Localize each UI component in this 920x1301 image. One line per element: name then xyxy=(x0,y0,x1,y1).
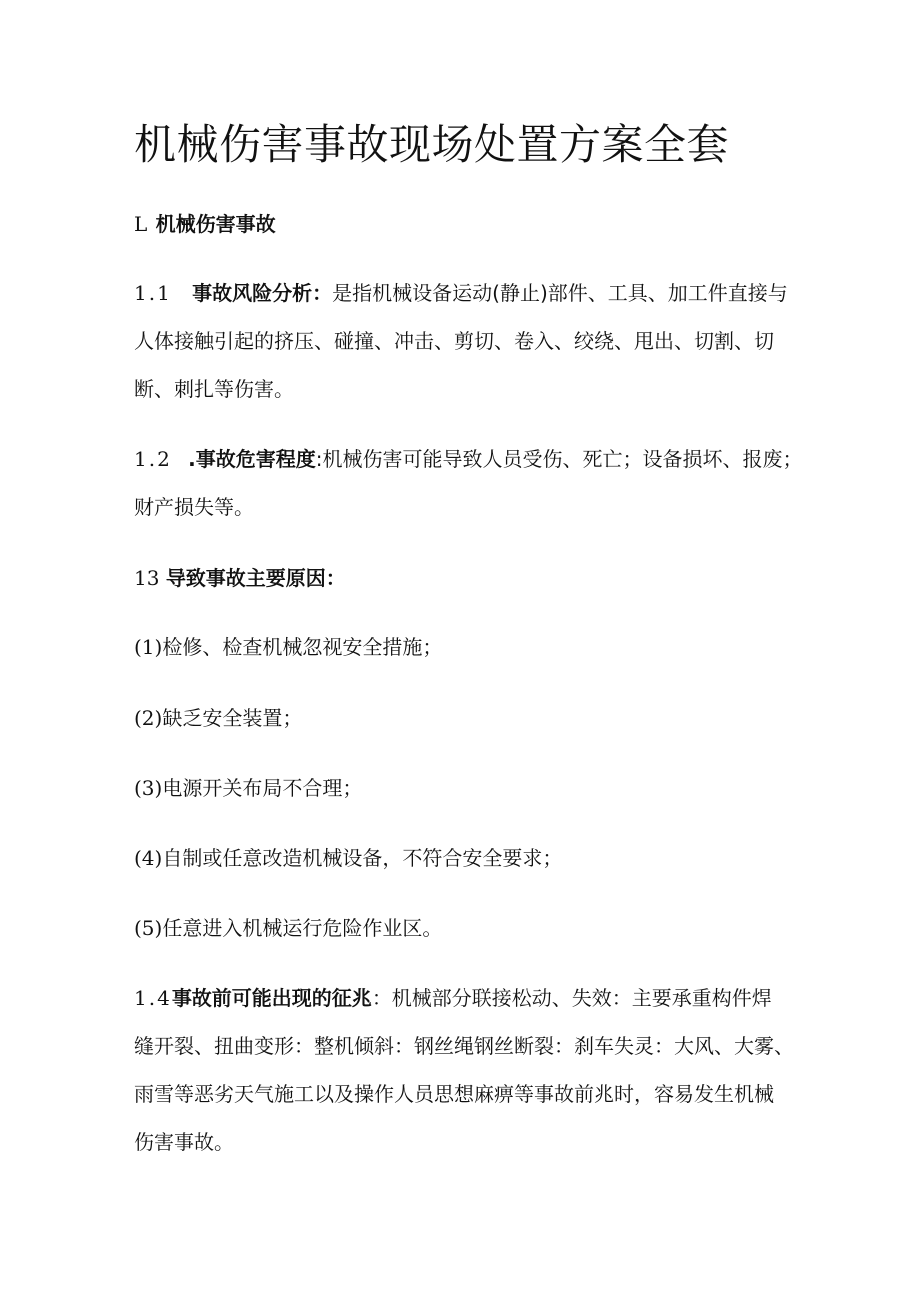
cause-item-3 xyxy=(134,778,362,798)
section-heading-1 xyxy=(134,214,276,234)
item-text: 是指机械设备运动(静止)部件、工具、加工件直接与 xyxy=(332,281,788,305)
cause-item-2 xyxy=(134,708,302,728)
paragraph-1-1-line-2: 人体接触引起的挤压、碰撞、冲击、剪切、卷入、绞绕、甩出、切割、切 xyxy=(134,329,774,353)
paragraph-1-4-line-4: 伤害事故。 xyxy=(134,1130,234,1154)
paragraph-1-4-line-3: 雨雪等恶劣天气施工以及操作人员思想麻痹等事故前兆时，容易发生机械 xyxy=(134,1082,774,1106)
cause-number: (1) xyxy=(134,635,163,659)
paragraph-1-3-heading xyxy=(134,568,346,588)
cause-item-1 xyxy=(134,637,442,657)
cause-text: 检修、检查机械忽视安全措施； xyxy=(162,635,443,659)
paragraph-1-2-line-1 xyxy=(134,449,803,469)
paragraph-1-4-line-2: 缝开裂、扭曲变形：整机倾斜：钢丝绳钢丝断裂：刹车失灵：大风、大雾、 xyxy=(134,1034,794,1058)
page-title: 机械伤害事故现场处置方案全套 xyxy=(134,120,730,169)
item-label: .事故危害程度 xyxy=(188,447,316,471)
item-number: 1.1 xyxy=(134,281,172,305)
cause-number: (3) xyxy=(134,776,163,800)
paragraph-1-1-line-1 xyxy=(134,283,788,303)
item-number: 1.4 xyxy=(134,986,172,1010)
cause-text: 缺乏安全装置； xyxy=(162,706,303,730)
item-text: :机械伤害可能导致人员受伤、死亡；设备损坏、报废； xyxy=(315,447,803,471)
paragraph-1-4-line-1 xyxy=(134,988,772,1008)
item-text: ：机械部分联接松动、失效：主要承重构件焊 xyxy=(371,986,772,1010)
cause-text: 自制或任意改造机械设备，不符合安全要求； xyxy=(162,846,563,870)
paragraph-1-2-line-2: 财产损失等。 xyxy=(134,495,254,519)
cause-number: (4) xyxy=(134,846,163,870)
cause-item-5 xyxy=(134,918,442,938)
section-number: L xyxy=(134,212,150,236)
item-label: 导致事故主要原因： xyxy=(165,566,346,590)
paragraph-1-1-line-3: 断、刺扎等伤害。 xyxy=(134,377,294,401)
item-label: 事故风险分析： xyxy=(192,281,333,305)
cause-item-4 xyxy=(134,848,562,868)
cause-number: (2) xyxy=(134,706,163,730)
item-label: 事故前可能出现的征兆 xyxy=(171,986,372,1010)
item-number: 13 xyxy=(134,566,160,590)
cause-number: (5) xyxy=(134,916,163,940)
section-title: 机械伤害事故 xyxy=(155,212,276,236)
item-number: 1.2 xyxy=(134,447,172,471)
cause-text: 电源开关布局不合理； xyxy=(162,776,363,800)
cause-text: 任意进入机械运行危险作业区。 xyxy=(162,916,443,940)
